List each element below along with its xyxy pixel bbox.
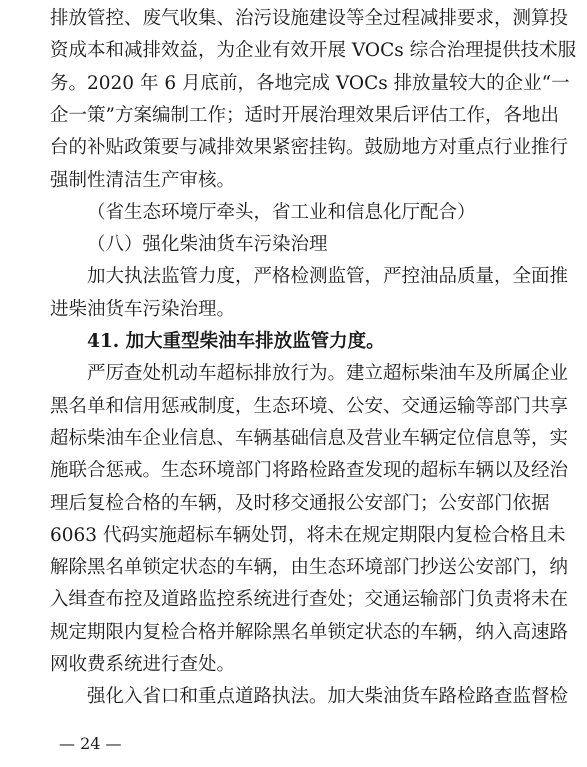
body-text-line: 排放管控、废气收集、治污设施建设等全过程减排要求，测算投	[50, 8, 569, 29]
body-text-line: 台的补贴政策要与减排效果紧密挂钩。鼓励地方对重点行业推行	[50, 137, 569, 159]
measure-heading: 41. 加大重型柴油车排放监管力度。	[87, 331, 385, 352]
body-text-line: 企一策”方案编制工作；适时开展治理效果后评估工作，各地出	[50, 104, 559, 126]
body-text-line: 解除黑名单锁定状态的车辆，由生态环境部门抄送公安部门，纳	[50, 557, 569, 579]
body-text-line: 超标柴油车企业信息、车辆基础信息及营业车辆定位信息等，实	[50, 427, 569, 449]
body-text-line: 进柴油货车污染治理。	[50, 298, 236, 320]
body-text-line: 加大执法监管力度，严格检测监管，严控油品质量，全面推	[87, 266, 569, 288]
page-number: — 24 —	[59, 734, 122, 753]
body-text-line: 黑名单和信用惩戒制度，生态环境、公安、交通运输等部门共享	[50, 395, 569, 417]
body-text-line: 网收费系统进行查处。	[50, 654, 236, 675]
body-text-line: 强化入省口和重点道路执法。加大柴油货车路检路查监督检	[87, 686, 569, 708]
body-text-line: 理后复检合格的车辆，及时移交通报公安部门；公安部门依据	[50, 492, 550, 514]
body-text-line: 务。2020 年 6 月底前，各地完成 VOCs 排放量较大的企业“一	[50, 72, 570, 94]
body-text-line: 入缉查布控及道路监控系统进行查处；交通运输部门负责将未在	[50, 589, 569, 611]
body-text-line: 施联合惩戒。生态环境部门将路检路查发现的超标车辆以及经治	[50, 460, 569, 482]
body-text-line: 资成本和减排效益，为企业有效开展 VOCs 综合治理提供技术服	[50, 40, 577, 62]
body-text-line: 强制性清洁生产审核。	[50, 169, 236, 191]
body-text-line: 严厉查处机动车超标排放行为。建立超标柴油车及所属企业	[87, 363, 569, 385]
body-text-line: 规定期限内复检合格并解除黑名单锁定状态的车辆，纳入高速路	[50, 621, 569, 643]
responsibility-note: （省生态环境厅牵头，省工业和信息化厅配合）	[87, 201, 476, 223]
section-heading: （八）强化柴油货车污染治理	[87, 234, 328, 256]
body-text-line: 6063 代码实施超标车辆处罚，将未在规定期限内复检合格且未	[50, 524, 566, 546]
